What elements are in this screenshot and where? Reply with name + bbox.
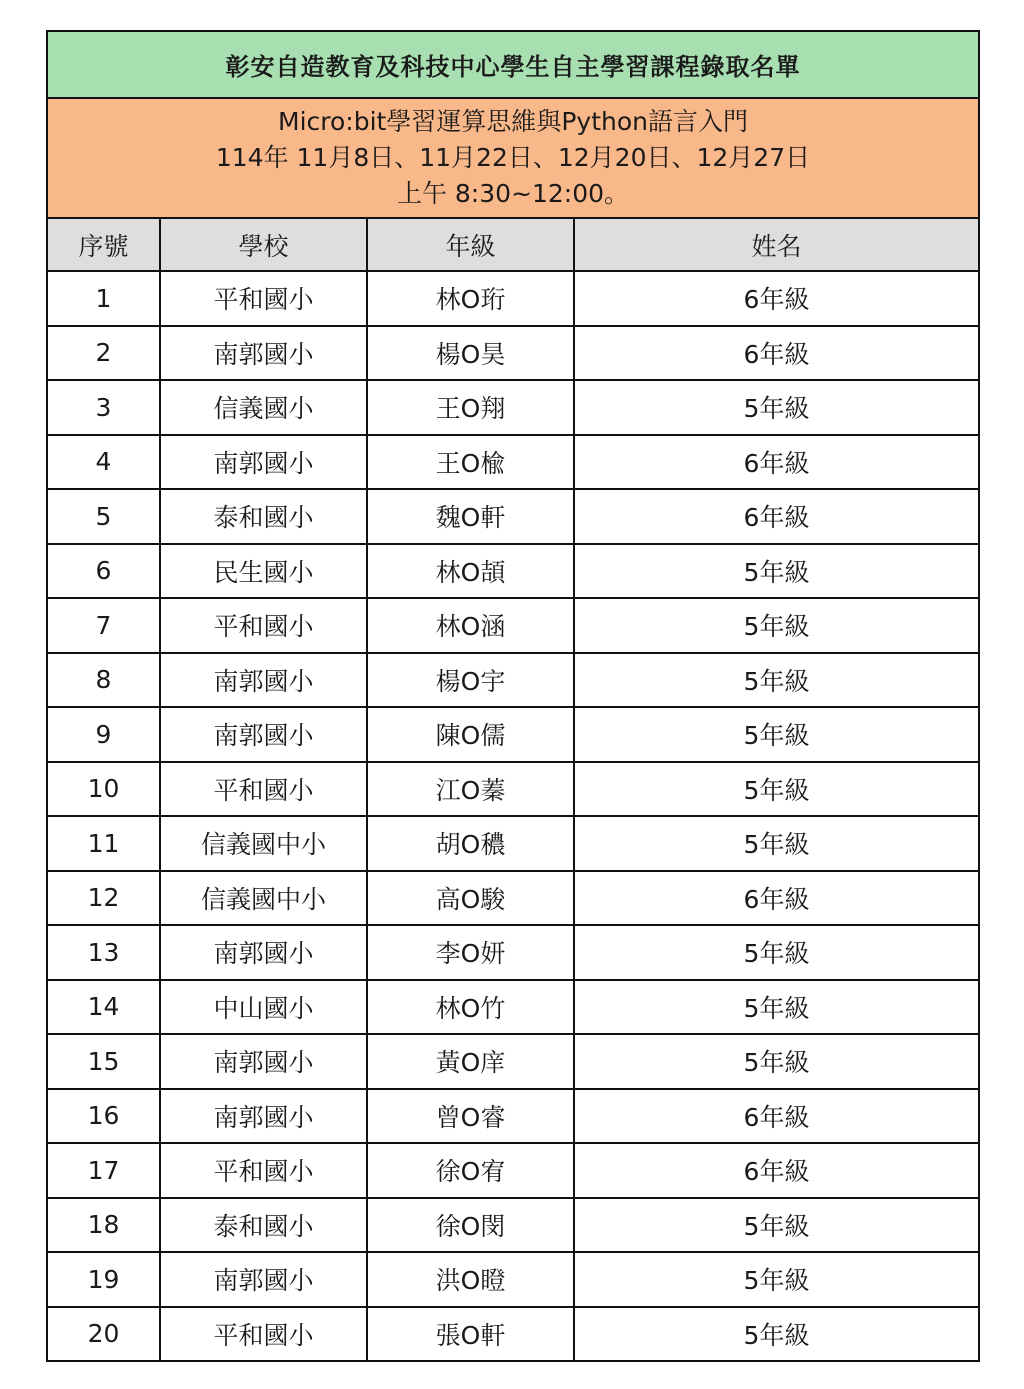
table-body: [48, 271, 978, 1360]
header-grade: 年級: [367, 219, 574, 271]
cell-grade: 徐O閔: [367, 1198, 574, 1253]
table-row: [48, 707, 978, 762]
cell-serial: 19: [48, 1252, 160, 1307]
cell-grade: 王O翔: [367, 380, 574, 435]
cell-grade: 楊O昊: [367, 326, 574, 381]
cell-school: 南郭國小: [160, 653, 367, 708]
cell-name: 5年級: [574, 707, 978, 762]
admission-table: [48, 219, 978, 1360]
cell-school: 南郭國小: [160, 925, 367, 980]
cell-serial: 15: [48, 1034, 160, 1089]
cell-school: 平和國小: [160, 762, 367, 817]
cell-serial: 9: [48, 707, 160, 762]
cell-school: 民生國小: [160, 544, 367, 599]
cell-name: 6年級: [574, 489, 978, 544]
cell-grade: 楊O宇: [367, 653, 574, 708]
table-row: [48, 980, 978, 1035]
cell-school: 平和國小: [160, 271, 367, 326]
cell-serial: 6: [48, 544, 160, 599]
cell-serial: 5: [48, 489, 160, 544]
cell-school: 泰和國小: [160, 1198, 367, 1253]
cell-grade: 洪O瞪: [367, 1252, 574, 1307]
cell-name: 5年級: [574, 380, 978, 435]
table-row: [48, 435, 978, 490]
cell-grade: 林O竹: [367, 980, 574, 1035]
cell-serial: 11: [48, 816, 160, 871]
table-row: [48, 1307, 978, 1361]
cell-school: 南郭國小: [160, 1252, 367, 1307]
cell-serial: 14: [48, 980, 160, 1035]
cell-school: 信義國小: [160, 380, 367, 435]
cell-grade: 張O軒: [367, 1307, 574, 1361]
cell-name: 6年級: [574, 271, 978, 326]
cell-name: 6年級: [574, 871, 978, 926]
cell-grade: 林O珩: [367, 271, 574, 326]
cell-grade: 高O駿: [367, 871, 574, 926]
table-row: [48, 816, 978, 871]
cell-name: 6年級: [574, 1089, 978, 1144]
cell-name: 5年級: [574, 1252, 978, 1307]
table-row: [48, 326, 978, 381]
header-school: 學校: [160, 219, 367, 271]
cell-serial: 4: [48, 435, 160, 490]
cell-name: 6年級: [574, 1143, 978, 1198]
cell-school: 信義國中小: [160, 871, 367, 926]
cell-name: 6年級: [574, 435, 978, 490]
cell-serial: 16: [48, 1089, 160, 1144]
table-row: [48, 598, 978, 653]
cell-school: 中山國小: [160, 980, 367, 1035]
table-header-row: [48, 219, 978, 271]
cell-name: 5年級: [574, 653, 978, 708]
cell-serial: 7: [48, 598, 160, 653]
cell-school: 平和國小: [160, 1307, 367, 1361]
cell-grade: 魏O軒: [367, 489, 574, 544]
course-name: Micro:bit學習運算思維與Python語言入門: [278, 107, 748, 136]
table-row: [48, 271, 978, 326]
cell-name: 5年級: [574, 925, 978, 980]
course-time: 上午 8:30~12:00。: [396, 179, 630, 208]
table-row: [48, 925, 978, 980]
table-row: [48, 544, 978, 599]
cell-serial: 3: [48, 380, 160, 435]
cell-name: 5年級: [574, 762, 978, 817]
cell-school: 平和國小: [160, 1143, 367, 1198]
table-row: [48, 1034, 978, 1089]
cell-school: 南郭國小: [160, 1034, 367, 1089]
header-serial: 序號: [48, 219, 160, 271]
table-row: [48, 1252, 978, 1307]
list-title: 彰安自造教育及科技中心學生自主學習課程錄取名單: [48, 32, 978, 99]
table-row: [48, 653, 978, 708]
table-row: [48, 1198, 978, 1253]
cell-grade: 江O蓁: [367, 762, 574, 817]
cell-serial: 2: [48, 326, 160, 381]
cell-serial: 18: [48, 1198, 160, 1253]
course-dates: 114年 11月8日、11月22日、12月20日、12月27日: [215, 143, 811, 172]
cell-grade: 徐O宥: [367, 1143, 574, 1198]
table-row: [48, 380, 978, 435]
cell-grade: 曾O睿: [367, 1089, 574, 1144]
cell-name: 5年級: [574, 816, 978, 871]
cell-serial: 8: [48, 653, 160, 708]
cell-name: 5年級: [574, 544, 978, 599]
cell-school: 南郭國小: [160, 435, 367, 490]
cell-school: 泰和國小: [160, 489, 367, 544]
cell-grade: 陳O儒: [367, 707, 574, 762]
table-row: [48, 871, 978, 926]
cell-name: 5年級: [574, 980, 978, 1035]
cell-grade: 王O楡: [367, 435, 574, 490]
cell-name: 5年級: [574, 598, 978, 653]
header-name: 姓名: [574, 219, 978, 271]
cell-serial: 20: [48, 1307, 160, 1361]
cell-school: 南郭國小: [160, 707, 367, 762]
cell-school: 南郭國小: [160, 326, 367, 381]
cell-serial: 17: [48, 1143, 160, 1198]
table-row: [48, 762, 978, 817]
admission-list-sheet: [46, 30, 980, 1362]
cell-grade: 胡O穠: [367, 816, 574, 871]
cell-grade: 李O妍: [367, 925, 574, 980]
cell-school: 南郭國小: [160, 1089, 367, 1144]
cell-serial: 13: [48, 925, 160, 980]
cell-serial: 12: [48, 871, 160, 926]
course-info: [48, 99, 978, 219]
cell-serial: 1: [48, 271, 160, 326]
cell-school: 信義國中小: [160, 816, 367, 871]
table-row: [48, 1089, 978, 1144]
cell-grade: 林O頡: [367, 544, 574, 599]
cell-name: 5年級: [574, 1198, 978, 1253]
table-row: [48, 489, 978, 544]
cell-name: 5年級: [743, 1320, 810, 1350]
table-row: [48, 1143, 978, 1198]
cell-grade: 林O涵: [367, 598, 574, 653]
cell-school: 平和國小: [160, 598, 367, 653]
cell-grade: 黃O庠: [367, 1034, 574, 1089]
cell-name: 6年級: [574, 326, 978, 381]
cell-serial: 10: [48, 762, 160, 817]
cell-name: 5年級: [574, 1034, 978, 1089]
